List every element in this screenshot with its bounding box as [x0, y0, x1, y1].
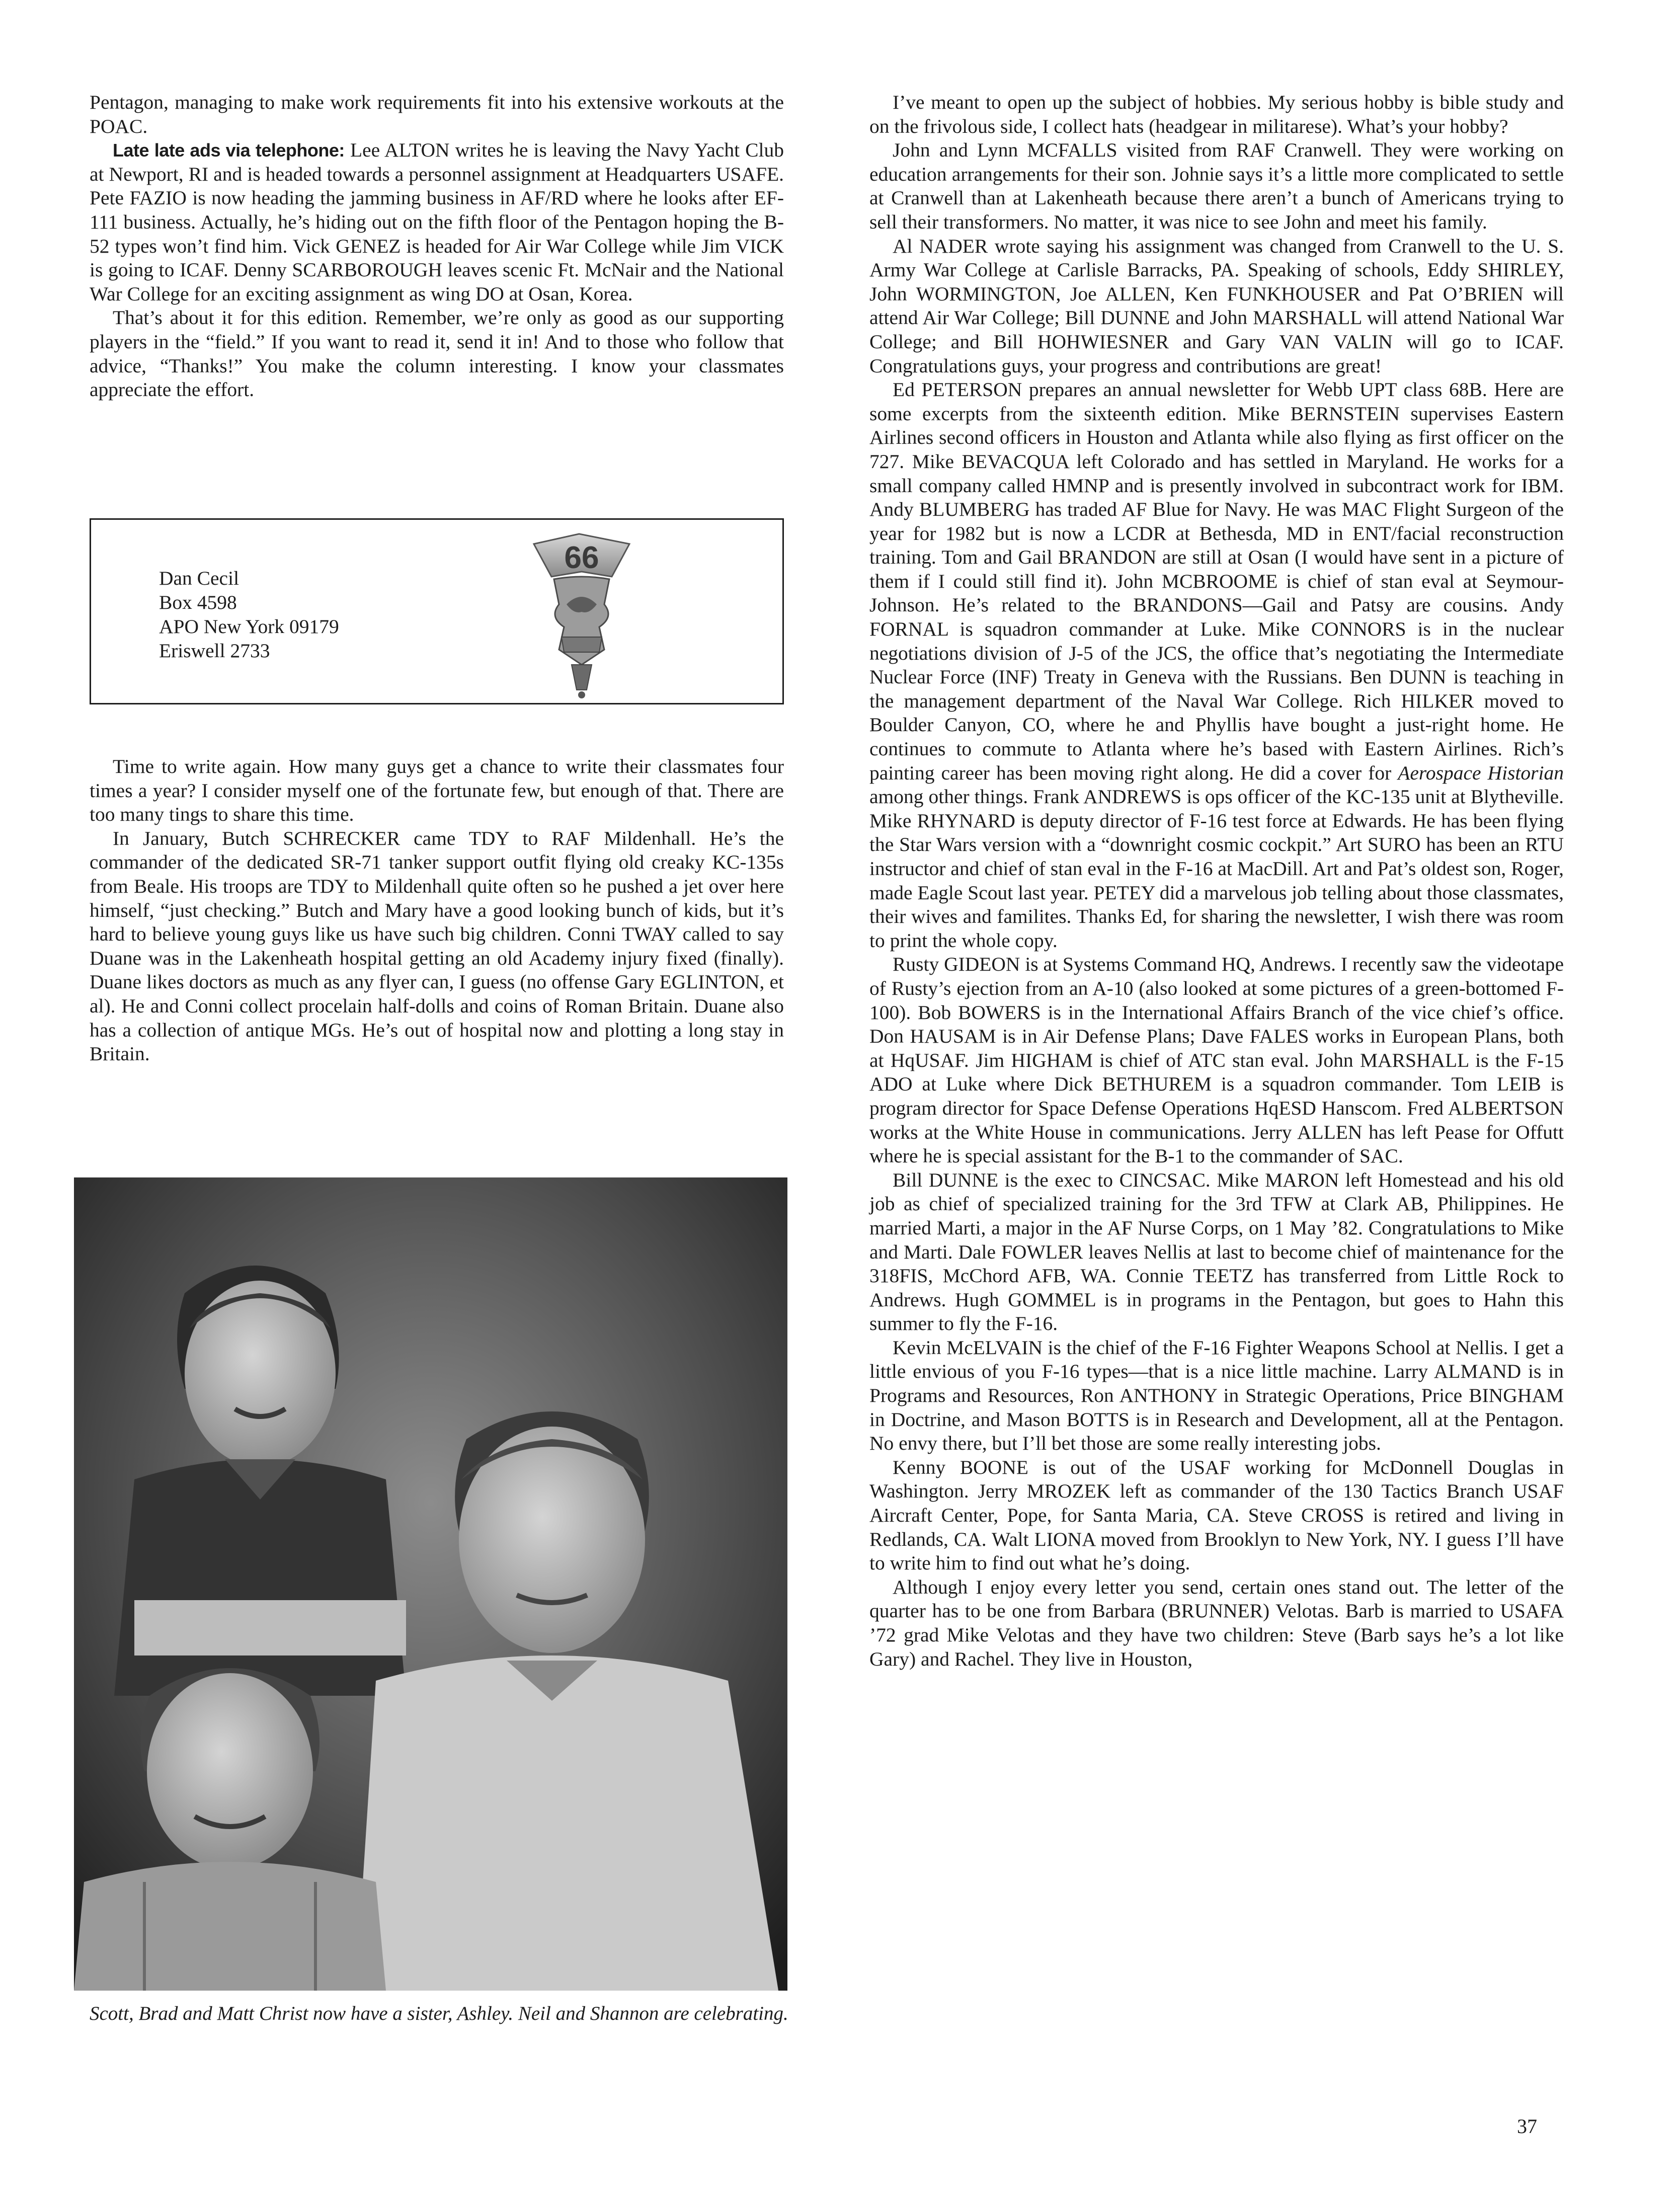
address	[159, 566, 339, 663]
paragraph: Kevin McELVAIN is the chief of the F-16 Fighter Weapons School at Nellis. I get a little envious of you F-16 types—that is a nice little machine. Larry ALMAND is in Programs and Resources, Ron ANTHONY in Strategic Operations, Price BINGHAM in Doctrine, and Mason BOTTS is in Research and Development, all at the Pentagon. No envy there, but I’ll bet those are some really interesting jobs.	[869, 1336, 1564, 1455]
class-crest-icon	[524, 529, 639, 700]
paragraph: I’ve meant to open up the subject of hobbies. My serious hobby is bible study and on the frivolous side, I collect hats (headgear in militarese). What’s your hobby?	[869, 91, 1564, 137]
paragraph: Bill DUNNE is the exec to CINCSAC. Mike MARON left Homestead and his old job as chief of specialized training for the 3rd TFW at Clark AB, Philippines. He married Marti, a major in the AF Nurse Corps, on 1 May ’82. Congratulations to Mike and Marti. Dale FOWLER leaves Nellis at last to become chief of maintenance for the 318FIS, McChord AFB, WA. Connie TEETZ has transferred from Little Rock to Andrews. Hugh GOMMEL is in programs in the Pentagon, but goes to Hahn this summer to fly the F-16.	[869, 1168, 1564, 1335]
paragraph: Although I enjoy every letter you send, certain ones stand out. The letter of the quarter has to be one from Barbara (BRUNNER) Velotas. Barb is married to USAFA ’72 grad Mike Velotas and they have two children: Steve (Barb says he’s a lot like Gary) and Rachel. They live in Houston,	[869, 1575, 1564, 1670]
paragraph: Rusty GIDEON is at Systems Command HQ, Andrews. I recently saw the videotape of Rusty’s ejection from an A-10 (also looked at some pictures of a green-bottomed F-100). Bob BOWERS is in the International Affairs Branch of the vice chief’s office. Don HAUSAM is in Air Defense Plans; Dave FALES works in European Plans, both at HqUSAF. Jim HIGHAM is chief of ATC stan eval. John MARSHALL is the F-15 ADO at Luke where Dick BETHUREM is a squadron commander. Tom LEIB is program director for Space Defense Operations HqESD Hanscom. Fred ALBERTSON works at the White House in communications. Jerry ALLEN has left Pease for Offutt where he is special assistant for the B-1 to the commander of SAC.	[869, 953, 1564, 1167]
paragraph: That’s about it for this edition. Remember, we’re only as good as our supporting players in the “field.” If you want to read it, send it in! And to those who follow that advice, “Thanks!” You make the column interesting. I know your classmates appreciate the effort.	[90, 306, 784, 401]
address-name: Dan Cecil	[159, 567, 239, 589]
left-column-top	[90, 91, 784, 402]
page-number: 37	[1517, 2115, 1537, 2138]
address-apo: APO New York 09179	[159, 615, 339, 638]
address-box: Box 4598	[159, 591, 237, 613]
address-phone: Eriswell 2733	[159, 640, 270, 662]
crest-number: 66	[564, 540, 599, 575]
paragraph: Late late ads via telephone: Lee ALTON writes he is leaving the Navy Yacht Club at Newport, RI and is headed towards a personnel assignment at Headquarters USAFE. Pete FAZIO is now heading the jamming business in AF/RD where he looks after EF-111 business. Actually, he’s hiding out on the fifth floor of the Pentagon hoping the B-52 types won’t find him. Vick GENEZ is headed for Air War College while Jim VICK is going to ICAF. Denny SCARBOROUGH leaves scenic Ft. McNair and the National War College for an exciting assignment as wing DO at Osan, Korea.	[90, 139, 784, 305]
correspondent-address-box	[90, 518, 784, 704]
paragraph: Ed PETERSON prepares an annual newsletter for Webb UPT class 68B. Here are some excerpts from the sixteenth edition. Mike BERNSTEIN supervises Eastern Airlines second officers in Houston and Atlanta while also flying as first officer on the 727. Mike BEVACQUA left Colorado and has settled in Maryland. He works for a small company called HMNP and is presently involved in subcontract work for IBM. Andy BLUMBERG has traded AF Blue for Navy. He was MAC Flight Surgeon of the year for 1982 but is now a LCDR at Bethesda, MD in ENT/facial reconstruction training. Tom and Gail BRANDON are still at Osan (I would have sent in a picture of them if I could still find it). John MCBROOME is chief of stan eval at Seymour-Johnson. He’s related to the BRANDONS—Gail and Patsy are cousins. Andy FORNAL is squadron commander at Luke. Mike CONNORS is in the nuclear negotiations division of J-5 of the JCS, the office that’s negotiating the Intermediate Nuclear Force (INF) Treaty in Geneva with the Russians. Ben DUNN is teaching in the management department of the Naval War College. Rich HILKER moved to Boulder Canyon, CO, where he and Phyllis have bought a just-right home. He continues to commute to Atlanta where he’s based with Eastern Airlines. Rich’s painting career has been moving right along. He did a cover for Aerospace Historian among other things. Frank ANDREWS is ops officer of the KC-135 unit at Blytheville. Mike RHYNARD is deputy director of F-16 test force at Edwards. He has been flying the Star Wars version with a “downright cosmic cockpit.” Art SURO has been an RTU instructor and chief of stan eval in the F-16 at MacDill. Art and Pat’s oldest son, Roger, made Eagle Scout last year. PETEY did a marvelous job telling about those classmates, their wives and familites. Thanks Ed, for sharing the newsletter, I wish there was room to print the whole copy.	[869, 378, 1564, 952]
magazine-title: Aerospace Historian	[1398, 761, 1564, 784]
left-column-middle	[90, 755, 784, 1066]
paragraph: Time to write again. How many guys get a chance to write their classmates four times a year? I consider myself one of the fortunate few, but enough of that. There are too many tings to share this time.	[90, 755, 784, 826]
right-column	[869, 91, 1564, 1671]
paragraph: Pentagon, managing to make work requirements fit into his extensive workouts at the POAC.	[90, 91, 784, 137]
paragraph: In January, Butch SCHRECKER came TDY to RAF Mildenhall. He’s the commander of the dedicated SR-71 tanker support outfit flying old creaky KC-135s from Beale. His troops are TDY to Mildenhall quite often so he pushed a jet over here himself, “just checking.” Butch and Mary have a good looking bunch of kids, but it’s hard to believe young guys like us have such big children. Conni TWAY called to say Duane was in the Lakenheath hospital getting an old Academy injury fixed (finally). Duane likes doctors as much as any flyer can, I guess (no offense Gary EGLINTON, et al). He and Conni collect procelain half-dolls and coins of Roman Britain. Duane also has a collection of antique MGs. He’s out of hospital now and plotting a long stay in Britain.	[90, 827, 784, 1065]
paragraph: Kenny BOONE is out of the USAF working for McDonnell Douglas in Washington. Jerry MROZEK left as commander of the 130 Tactics Branch USAF Aircraft Center, Pope, for Santa Maria, CA. Steve CROSS is retired and living in Redlands, CA. Walt LIONA moved from Brooklyn to New York, NY. I guess I’ll have to write him to find out what he’s doing.	[869, 1456, 1564, 1574]
family-photo	[74, 1177, 787, 1991]
paragraph: John and Lynn MCFALLS visited from RAF Cranwell. They were working on education arrangements for their son. Johnie says it’s a little more complicated to settle at Cranwell than at Lakenheath because there aren’t a bunch of Americans trying to sell their transformers. No matter, it was nice to see John and meet his family.	[869, 139, 1564, 233]
lead-in: Late late ads via telephone:	[113, 140, 345, 161]
photo-caption: Scott, Brad and Matt Christ now have a sister, Ashley. Neil and Shannon are celebrating.	[90, 2003, 788, 2024]
paragraph: Al NADER wrote saying his assignment was changed from Cranwell to the U. S. Army War College at Carlisle Barracks, PA. Speaking of schools, Eddy SHIRLEY, John WORMINGTON, Joe ALLEN, Ken FUNKHOUSER and Pat O’BRIEN will attend Air War College; Bill DUNNE and John MARSHALL will attend National War College; and Bill HOHWIESNER and Gary VAN VALIN will go to ICAF. Congratulations guys, your progress and contributions are great!	[869, 234, 1564, 377]
